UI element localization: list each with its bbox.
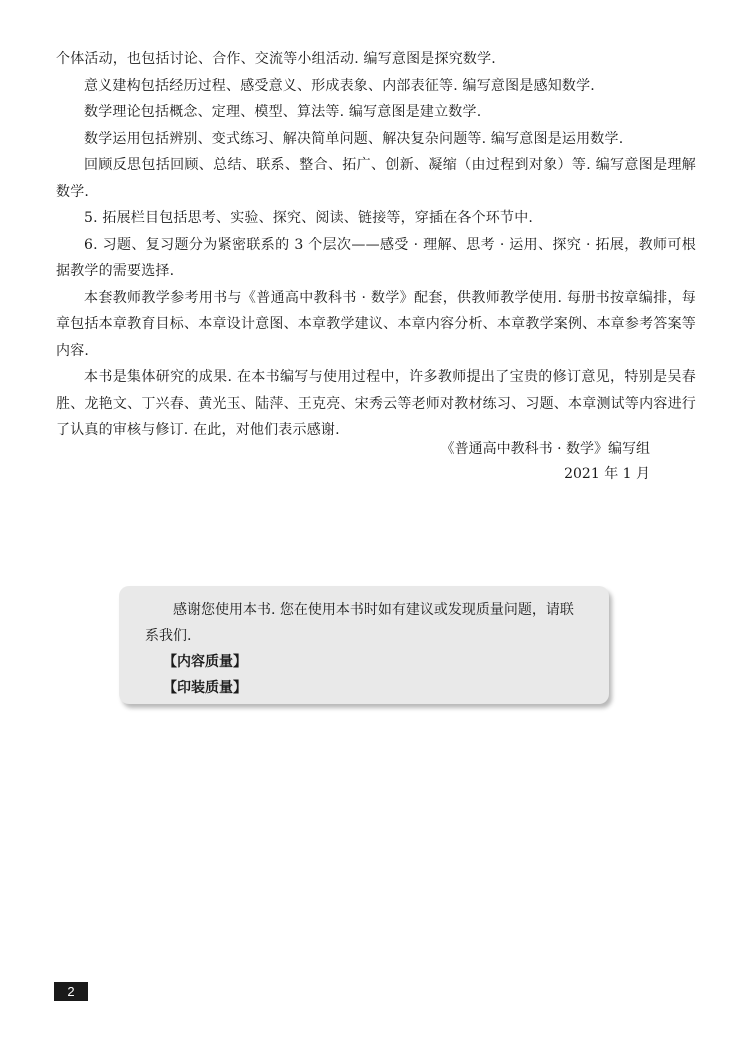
paragraph-exercises: 6. 习题、复习题分为紧密联系的 3 个层次——感受 · 理解、思考 · 运用、探究 · 拓展，教师可根据教学的需要选择. <box>56 236 696 279</box>
print-quality-label: 【印装质量】 <box>163 680 247 696</box>
content-quality-label: 【内容质量】 <box>163 654 247 670</box>
paragraph-reflection: 回顾反思包括回顾、总结、联系、整合、拓广、创新、凝缩（由过程到对象）等. 编写意图是理解数学. <box>56 157 696 200</box>
signature <box>400 437 650 487</box>
paragraph-math-application: 数学运用包括辨别、变式练习、解决简单问题、解决复杂问题等. 编写意图是运用数学. <box>84 130 624 147</box>
body-text <box>56 46 696 444</box>
paragraph-reference-book: 本套教师教学参考用书与《普通高中教科书 · 数学》配套，供教师教学使用. 每册书按章编排，每章包括本章教育目标、本章设计意图、本章教学建议、本章内容分析、本章教学案例、本章参考答案等内容. <box>56 289 696 359</box>
notice-text: 感谢您使用本书. 您在使用本书时如有建议或发现质量问题，请联系我们. <box>145 602 574 644</box>
paragraph-acknowledgement: 本书是集体研究的成果. 在本书编写与使用过程中，许多教师提出了宝贵的修订意见，特别是吴春胜、龙艳文、丁兴春、黄光玉、陆萍、王克亮、宋秀云等老师对教材练习、习题、本章测试等内容进行了认真的审核与修订. 在此，对他们表示感谢. <box>56 369 696 438</box>
page-number: 2 <box>54 982 88 1001</box>
paragraph-extension-column: 5. 拓展栏目包括思考、实验、探究、阅读、链接等，穿插在各个环节中. <box>84 210 534 226</box>
signature-author: 《普通高中教科书 · 数学》编写组 <box>440 441 650 457</box>
paragraph-meaning-construction: 意义建构包括经历过程、感受意义、形成表象、内部表征等. 编写意图是感知数学. <box>84 77 595 94</box>
feedback-notice-box <box>119 586 609 704</box>
paragraph-continuation: 个体活动，也包括讨论、合作、交流等小组活动. 编写意图是探究数学. <box>56 51 496 67</box>
signature-date: 2021 年 1 月 <box>564 466 650 482</box>
paragraph-math-theory: 数学理论包括概念、定理、模型、算法等. 编写意图是建立数学. <box>84 104 482 120</box>
